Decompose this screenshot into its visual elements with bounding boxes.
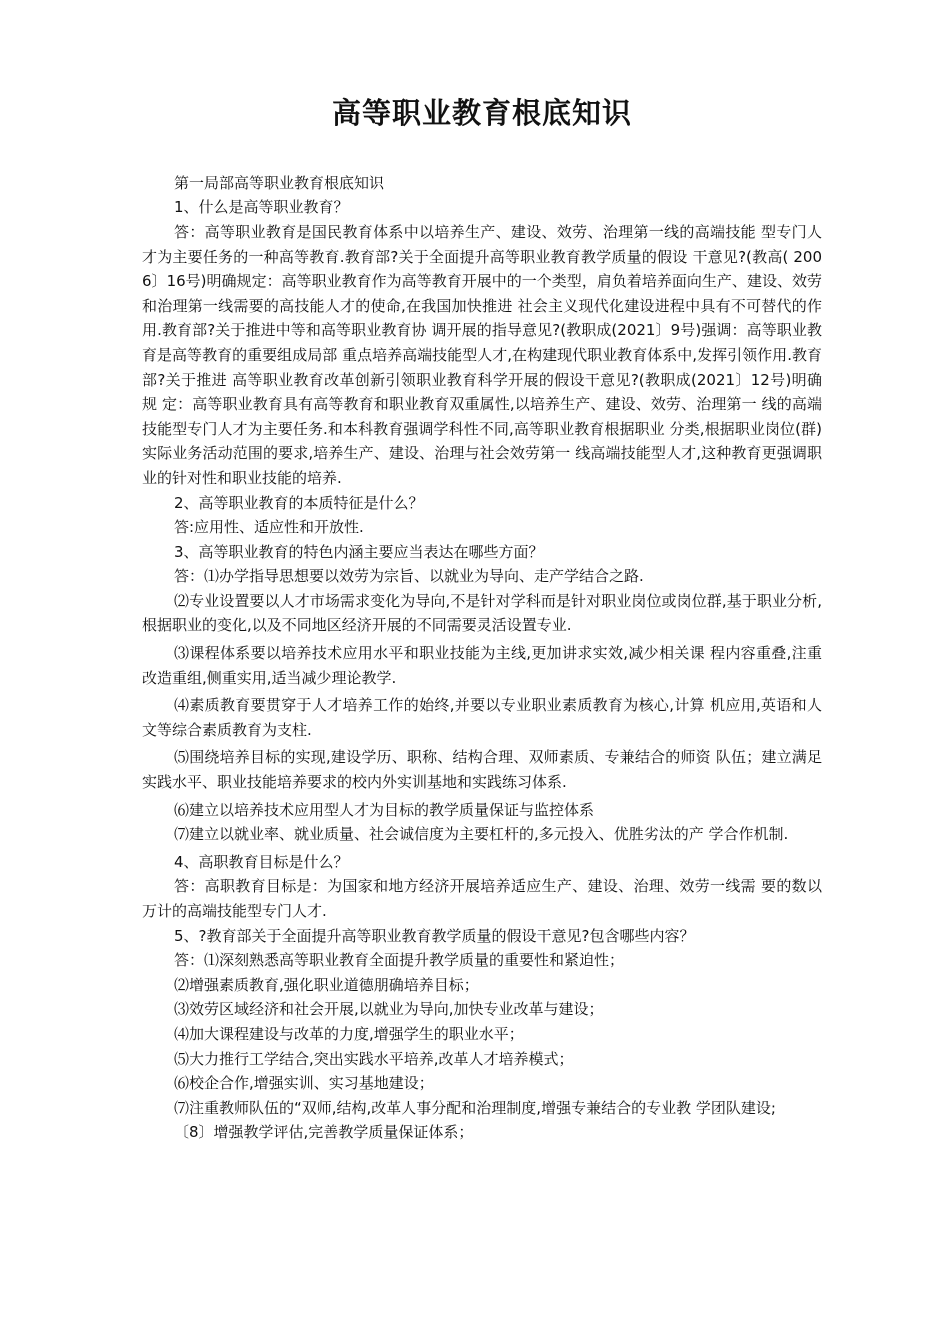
answer-3-item-2: ⑵专业设置要以人才市场需求变化为导向,不是针对学科而是针对职业岗位或岗位群,基于职业分析,根据职业的变化,以及不同地区经济开展的不同需要灵活设置专业. bbox=[142, 591, 822, 635]
answer-5-item-7: ⑺注重教师队伍的“双师,结构,改革人事分配和治理制度,增强专兼结合的专业教 学团队建设; bbox=[174, 1098, 776, 1117]
answer-4: 答：高职教育目标是：为国家和地方经济开展培养适应生产、建设、治理、效劳一线需 要的数以万计的高端技能型专门人才. bbox=[142, 877, 822, 921]
answer-5-item-8: 〔8〕增强教学评估,完善教学质量保证体系； bbox=[174, 1123, 474, 1142]
question-2: 2、高等职业教育的本质特征是什么？ bbox=[174, 493, 424, 512]
answer-3-item-6: ⑹建立以培养技术应用型人才为目标的教学质量保证与监控体系 bbox=[174, 800, 595, 819]
document-title: 高等职业教育根底知识 bbox=[331, 96, 632, 130]
answer-3-item-4: ⑷素质教育要贯穿于人才培养工作的始终,并要以专业职业素质教育为核心,计算 机应用,英语和人文等综合素质教育为支柱. bbox=[142, 696, 822, 739]
question-5: 5、?教育部关于全面提升高等职业教育教学质量的假设干意见?包含哪些内容？ bbox=[174, 926, 695, 945]
answer-5-item-1: 答：⑴深刻熟悉高等职业教育全面提升教学质量的重要性和紧迫性； bbox=[174, 951, 625, 970]
answer-5-item-5: ⑸大力推行工学结合,突出实践水平培养,改革人才培养模式； bbox=[174, 1049, 574, 1068]
answer-3-item-3: ⑶课程体系要以培养技术应用水平和职业技能为主线,更加讲求实效,减少相关课 程内容重叠,注重改造重组,侧重实用,适当减少理论教学. bbox=[142, 644, 822, 687]
answer-3-item-5: ⑸围绕培养目标的实现,建设学历、职称、结构合理、双师素质、专兼结合的师资 队伍；建立满足实践水平、职业技能培养要求的校内外实训基地和实践练习体系. bbox=[142, 748, 822, 792]
question-1: 1、什么是高等职业教育？ bbox=[174, 198, 349, 217]
answer-5-item-2: ⑵增强素质教育,强化职业道德朋确培养目标； bbox=[174, 975, 479, 994]
answer-2: 答:应用性、适应性和开放性. bbox=[174, 518, 364, 537]
answer-5-item-6: ⑹校企合作,增强实训、实习基地建设； bbox=[174, 1074, 434, 1093]
question-4: 4、高职教育目标是什么？ bbox=[174, 852, 349, 871]
answer-1: 答：高等职业教育是国民教育体系中以培养生产、建设、效劳、治理第一线的高端技能 型专门人才为主要任务的一种高等教育.教育部?关于全面提升高等职业教育教学质量的假设 干意见?(教高( 2006〕16号)明确规定：高等职业教育作为高等教育开展中的一个类型，肩负着培养面向生产、建设、效劳和治理第一线需要的高技能人才的使命,在我国加快推进 社会主义现代化建设进程中具有不可替代的作用.教育部?关于推进中等和高等职业教育协 调开展的指导意见?(教职成(2021〕9号)强调：高等职业教育是高等教育的重要组成局部 重点培养高端技能型人才,在构建现代职业教育体系中,发挥引领作用.教育部?关于推进 高等职业教育改革创新引领职业教育科学开展的假设干意见?(教职成(2021〕12号)明确规 定：高等职业教育具有高等教育和职业教育双重属性,以培养生产、建设、效劳、治理第一 线的高端技能型专门人才为主要任务.和本科教育强调学科性不同,高等职业教育根据职业 分类,根据职业岗位(群)实际业务活动范围的要求,培养生产、建设、治理与社会效劳第一 线高端技能型人才,这种教育更强调职业的针对性和职业技能的培养. bbox=[142, 222, 822, 487]
answer-3-item-1: 答：⑴办学指导思想要以效劳为宗旨、以就业为导向、走产学结合之路. bbox=[174, 567, 644, 586]
answer-5-item-4: ⑷加大课程建设与改革的力度,增强学生的职业水平； bbox=[174, 1024, 524, 1043]
section-heading: 第一局部高等职业教育根底知识 bbox=[174, 173, 385, 192]
answer-5-item-3: ⑶效劳区域经济和社会开展,以就业为导向,加快专业改革与建设； bbox=[174, 1000, 604, 1019]
answer-3-item-7: ⑺建立以就业率、就业质量、社会诚信度为主要杠杆的,多元投入、优胜劣汰的产 学合作机制. bbox=[174, 825, 789, 844]
question-3: 3、高等职业教育的特色内涵主要应当表达在哪些方面？ bbox=[174, 542, 544, 561]
